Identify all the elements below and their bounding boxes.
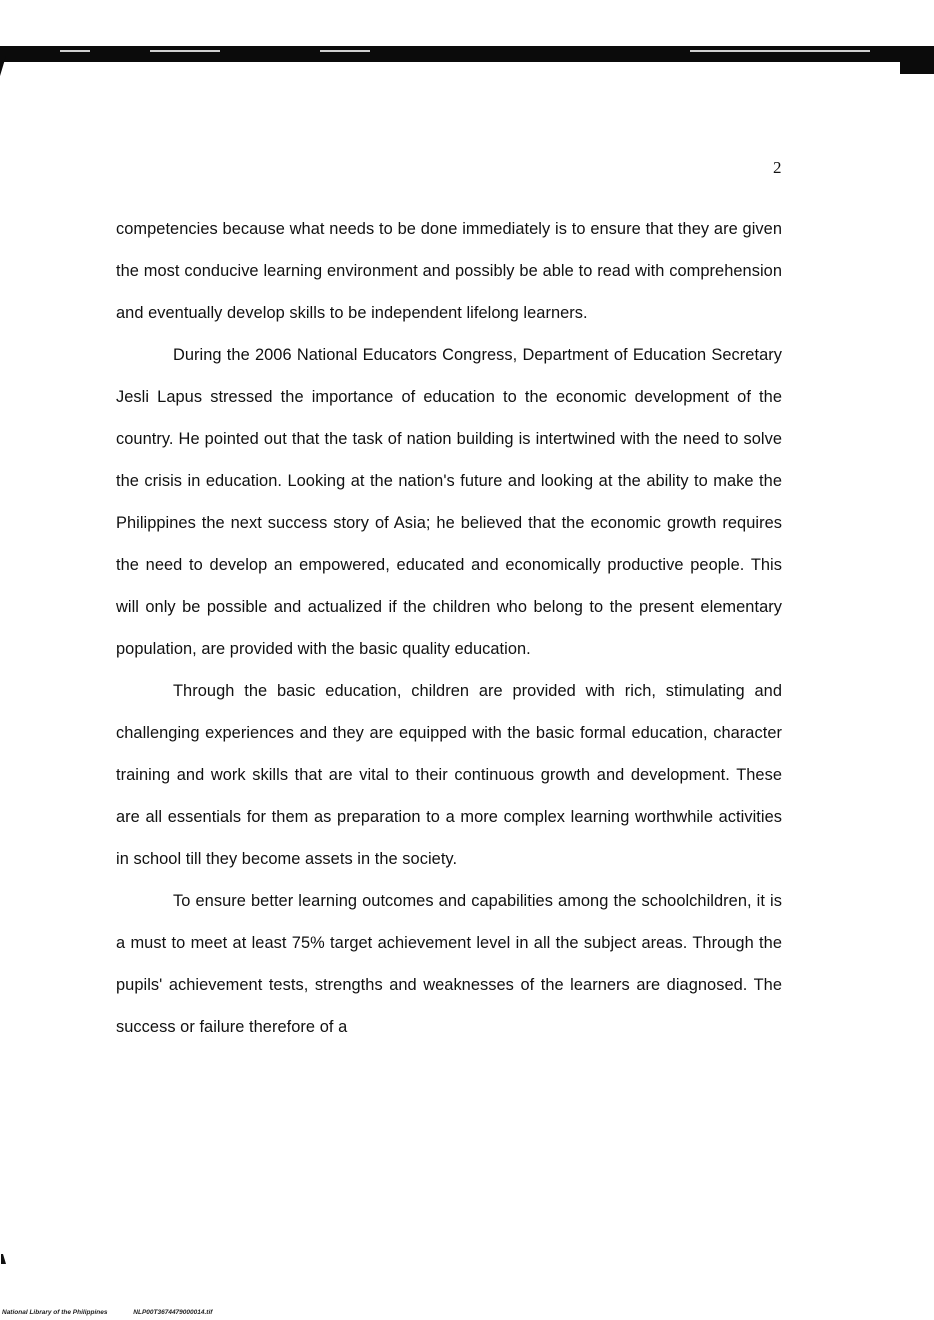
paragraph: During the 2006 National Educators Congress, Department of Education Secretary Jesli Lapus stressed the importance of education to the economic development of the country. He pointed out that the task of nation building is intertwined with the need to solve the crisis in education. Looking at the nation's future and looking at the ability to make the Philippines the next success story of Asia; he believed that the economic growth requires the need to develop an empowered, educated and economically productive people. This will only be possible and actualized if the children who belong to the present elementary population, are provided with the basic quality education. (116, 346, 782, 658)
scan-border-notch (0, 56, 6, 76)
scan-border-corner (900, 54, 934, 74)
scan-artifact-mark (1, 1254, 6, 1264)
footer-library: National Library of the Philippines (2, 1309, 108, 1316)
scan-speckle (60, 50, 90, 52)
page-number: 2 (773, 158, 782, 177)
paragraph: competencies because what needs to be done immediately is to ensure that they are given the most conducive learning environment and possibly be able to read with comprehension and eventually develop skills to be independent lifelong learners. (116, 220, 782, 322)
scan-speckle (320, 50, 370, 52)
scan-footer (2, 1309, 212, 1316)
scan-speckle (150, 50, 220, 52)
paragraph: To ensure better learning outcomes and capabilities among the schoolchildren, it is a must to meet at least 75% target achievement level in all the subject areas. Through the pupils' achievement tests, strengths and weaknesses of the learners are diagnosed. The success or failure therefore of a (116, 892, 782, 1036)
footer-file-id: NLP00T3674479000014.tif (133, 1309, 213, 1316)
paragraph: Through the basic education, children are provided with rich, stimulating and challenging experiences and they are equipped with the basic formal education, character training and work skills that are vital to their continuous growth and development. These are all essentials for them as preparation to a more complex learning worthwhile activities in school till they become assets in the society. (116, 682, 782, 868)
scan-speckle (690, 50, 870, 52)
scan-border-top (0, 46, 934, 62)
document-body (116, 208, 782, 1048)
